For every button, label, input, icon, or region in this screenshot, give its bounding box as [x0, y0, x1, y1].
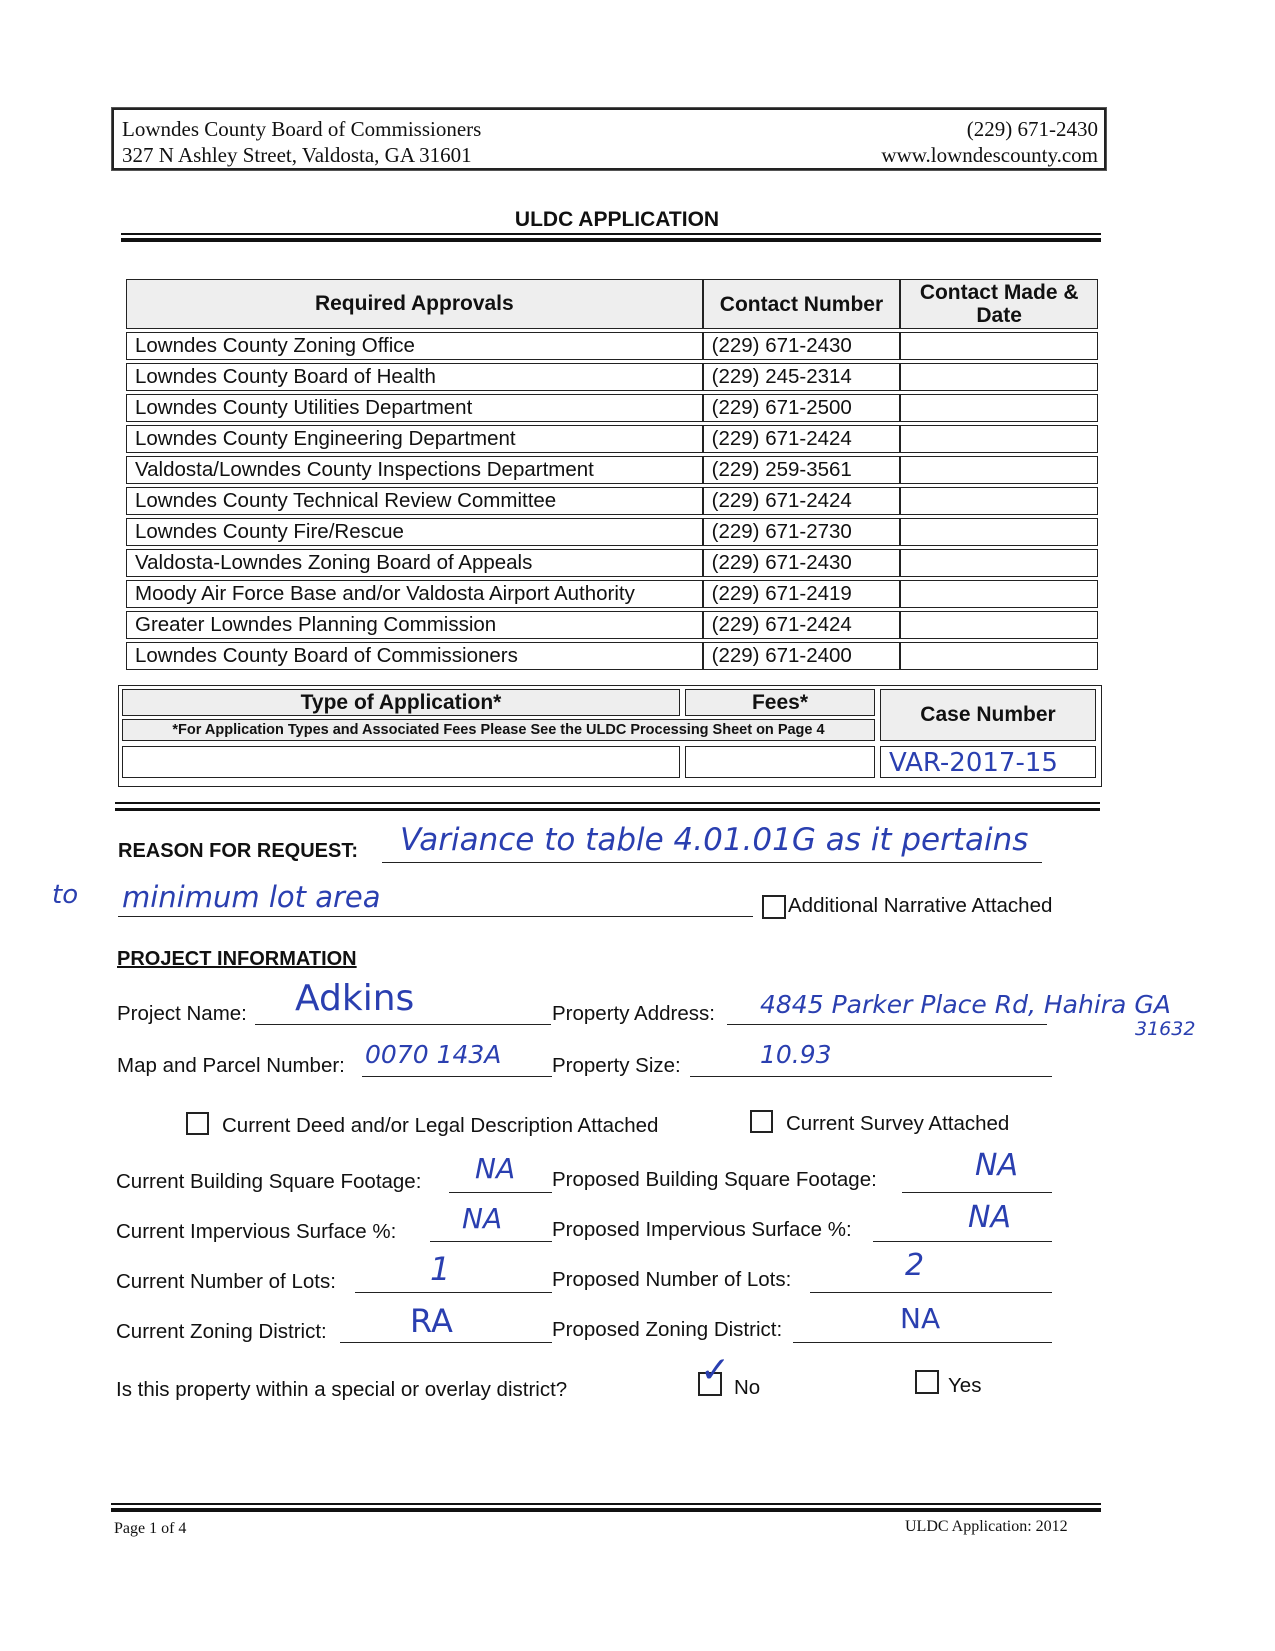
- approvals-table: [126, 276, 1098, 673]
- survey-label: Current Survey Attached: [786, 1112, 1010, 1135]
- proposed-lots-label: Proposed Number of Lots:: [552, 1268, 792, 1291]
- agency-phone: (229) 671-2430: [703, 332, 901, 360]
- deed-label: Current Deed and/or Legal Description Attached: [222, 1114, 659, 1137]
- additional-narrative-label: Additional Narrative Attached: [788, 894, 1053, 917]
- table-row: [126, 363, 1098, 391]
- current-building-sqft-label: Current Building Square Footage:: [116, 1170, 422, 1193]
- agency-phone: (229) 671-2400: [703, 642, 901, 670]
- agency-name: Lowndes County Board of Health: [126, 363, 703, 391]
- property-address-label: Property Address:: [552, 1002, 715, 1025]
- header-contact-number: Contact Number: [703, 279, 901, 329]
- agency-phone: (229) 671-2424: [703, 425, 901, 453]
- agency-name: Lowndes County Fire/Rescue: [126, 518, 703, 546]
- case-number-field[interactable]: VAR-2017-15: [880, 746, 1096, 778]
- table-row: [126, 425, 1098, 453]
- proposed-building-sqft-label: Proposed Building Square Footage:: [552, 1168, 877, 1191]
- parcel-label: Map and Parcel Number:: [117, 1054, 345, 1077]
- letterhead: [112, 108, 1106, 170]
- agency-name: Lowndes County Technical Review Committee: [126, 487, 703, 515]
- contact-made-field[interactable]: [900, 611, 1098, 639]
- org-phone: (229) 671-2430: [966, 117, 1098, 141]
- letterhead-left: [122, 116, 481, 168]
- overlay-yes-label: Yes: [948, 1374, 982, 1397]
- agency-name: Lowndes County Zoning Office: [126, 332, 703, 360]
- property-zip: 31632: [1135, 1018, 1196, 1040]
- divider: [121, 233, 1101, 235]
- application-type-field[interactable]: [122, 746, 680, 778]
- fees-header: Fees*: [685, 689, 875, 716]
- current-impervious-label: Current Impervious Surface %:: [116, 1220, 397, 1243]
- approvals-header-row: [126, 279, 1098, 329]
- form-version: ULDC Application: 2012: [905, 1518, 1068, 1535]
- header-required-approvals: Required Approvals: [126, 279, 703, 329]
- agency-name: Valdosta/Lowndes County Inspections Department: [126, 456, 703, 484]
- parcel-field[interactable]: 0070 143A: [365, 1040, 502, 1069]
- org-name: Lowndes County Board of Commissioners: [122, 117, 482, 141]
- contact-made-field[interactable]: [900, 363, 1098, 391]
- table-row: [126, 580, 1098, 608]
- contact-made-field[interactable]: [900, 580, 1098, 608]
- project-name-field[interactable]: Adkins: [295, 978, 415, 1019]
- agency-phone: (229) 671-2424: [703, 487, 901, 515]
- reason-line2[interactable]: minimum lot area: [122, 880, 381, 914]
- proposed-zoning-field[interactable]: NA: [900, 1302, 941, 1335]
- divider: [115, 808, 1100, 811]
- letterhead-right: [881, 116, 1098, 168]
- proposed-lots-field[interactable]: 2: [905, 1248, 925, 1283]
- contact-made-field[interactable]: [900, 518, 1098, 546]
- project-info-title: PROJECT INFORMATION: [117, 948, 357, 970]
- table-row: [126, 456, 1098, 484]
- contact-made-field[interactable]: [900, 549, 1098, 577]
- current-building-sqft-field[interactable]: NA: [475, 1152, 516, 1185]
- agency-name: Lowndes County Utilities Department: [126, 394, 703, 422]
- agency-phone: (229) 671-2430: [703, 549, 901, 577]
- agency-name: Greater Lowndes Planning Commission: [126, 611, 703, 639]
- overlay-no-label: No: [734, 1376, 761, 1399]
- agency-phone: (229) 671-2419: [703, 580, 901, 608]
- current-zoning-label: Current Zoning District:: [116, 1320, 327, 1343]
- agency-name: Moody Air Force Base and/or Valdosta Airport Authority: [126, 580, 703, 608]
- table-row: [126, 394, 1098, 422]
- table-row: [126, 518, 1098, 546]
- reason-line1[interactable]: Variance to table 4.01.01G as it pertains: [400, 822, 1029, 858]
- check-mark-icon: ✓: [700, 1350, 731, 1391]
- reason-label: REASON FOR REQUEST:: [118, 840, 359, 862]
- survey-checkbox[interactable]: [750, 1110, 773, 1133]
- application-type-block: [118, 685, 1102, 787]
- proposed-lots-underline: [810, 1258, 1052, 1293]
- agency-name: Lowndes County Engineering Department: [126, 425, 703, 453]
- page-number: Page 1 of 4: [114, 1520, 187, 1537]
- contact-made-field[interactable]: [900, 456, 1098, 484]
- current-lots-field[interactable]: 1: [430, 1250, 451, 1288]
- application-note: *For Application Types and Associated Fees Please See the ULDC Processing Sheet on Page 4: [122, 719, 875, 741]
- case-number-header: Case Number: [880, 689, 1096, 741]
- agency-phone: (229) 245-2314: [703, 363, 901, 391]
- org-website: www.lowndescounty.com: [881, 143, 1098, 167]
- proposed-impervious-underline: [873, 1207, 1052, 1242]
- current-lots-underline: [355, 1258, 552, 1293]
- proposed-impervious-field[interactable]: NA: [968, 1200, 1011, 1235]
- property-size-underline: [690, 1040, 1052, 1077]
- type-of-application-header: Type of Application*: [122, 689, 680, 716]
- property-address-field[interactable]: 4845 Parker Place Rd, Hahira GA: [760, 990, 1171, 1019]
- project-name-label: Project Name:: [117, 1002, 247, 1025]
- header-contact-made: Contact Made & Date: [900, 279, 1098, 329]
- overlay-question: Is this property within a special or overlay district?: [116, 1378, 568, 1401]
- agency-name: Lowndes County Board of Commissioners: [126, 642, 703, 670]
- current-impervious-field[interactable]: NA: [462, 1202, 503, 1235]
- contact-made-field[interactable]: [900, 642, 1098, 670]
- property-size-field[interactable]: 10.93: [760, 1040, 832, 1069]
- table-row: [126, 487, 1098, 515]
- property-size-label: Property Size:: [552, 1054, 681, 1077]
- fees-field[interactable]: [685, 746, 875, 778]
- current-lots-label: Current Number of Lots:: [116, 1270, 336, 1293]
- contact-made-field[interactable]: [900, 425, 1098, 453]
- footer-divider: [111, 1503, 1101, 1505]
- divider: [115, 802, 1100, 804]
- agency-phone: (229) 671-2730: [703, 518, 901, 546]
- footer-divider: [111, 1508, 1101, 1512]
- agency-name: Valdosta-Lowndes Zoning Board of Appeals: [126, 549, 703, 577]
- form-title: ULDC APPLICATION: [514, 208, 720, 231]
- overlay-no-checkbox[interactable]: [698, 1350, 731, 1396]
- table-row: [126, 332, 1098, 360]
- proposed-building-sqft-field[interactable]: NA: [975, 1148, 1018, 1183]
- reason-line2-prefix: to: [52, 880, 79, 910]
- contact-made-field[interactable]: [900, 487, 1098, 515]
- org-address: 327 N Ashley Street, Valdosta, GA 31601: [122, 143, 472, 167]
- agency-phone: (229) 671-2424: [703, 611, 901, 639]
- table-row: [126, 611, 1098, 639]
- divider: [121, 238, 1101, 242]
- proposed-zoning-label: Proposed Zoning District:: [552, 1318, 783, 1341]
- contact-made-field[interactable]: [900, 394, 1098, 422]
- agency-phone: (229) 671-2500: [703, 394, 901, 422]
- contact-made-field[interactable]: [900, 332, 1098, 360]
- additional-narrative-checkbox[interactable]: [762, 895, 786, 919]
- proposed-impervious-label: Proposed Impervious Surface %:: [552, 1218, 852, 1241]
- agency-phone: (229) 259-3561: [703, 456, 901, 484]
- table-row: [126, 642, 1098, 670]
- deed-checkbox[interactable]: [186, 1112, 209, 1135]
- overlay-yes-checkbox[interactable]: [915, 1370, 939, 1394]
- table-row: [126, 549, 1098, 577]
- current-zoning-field[interactable]: RA: [410, 1302, 453, 1340]
